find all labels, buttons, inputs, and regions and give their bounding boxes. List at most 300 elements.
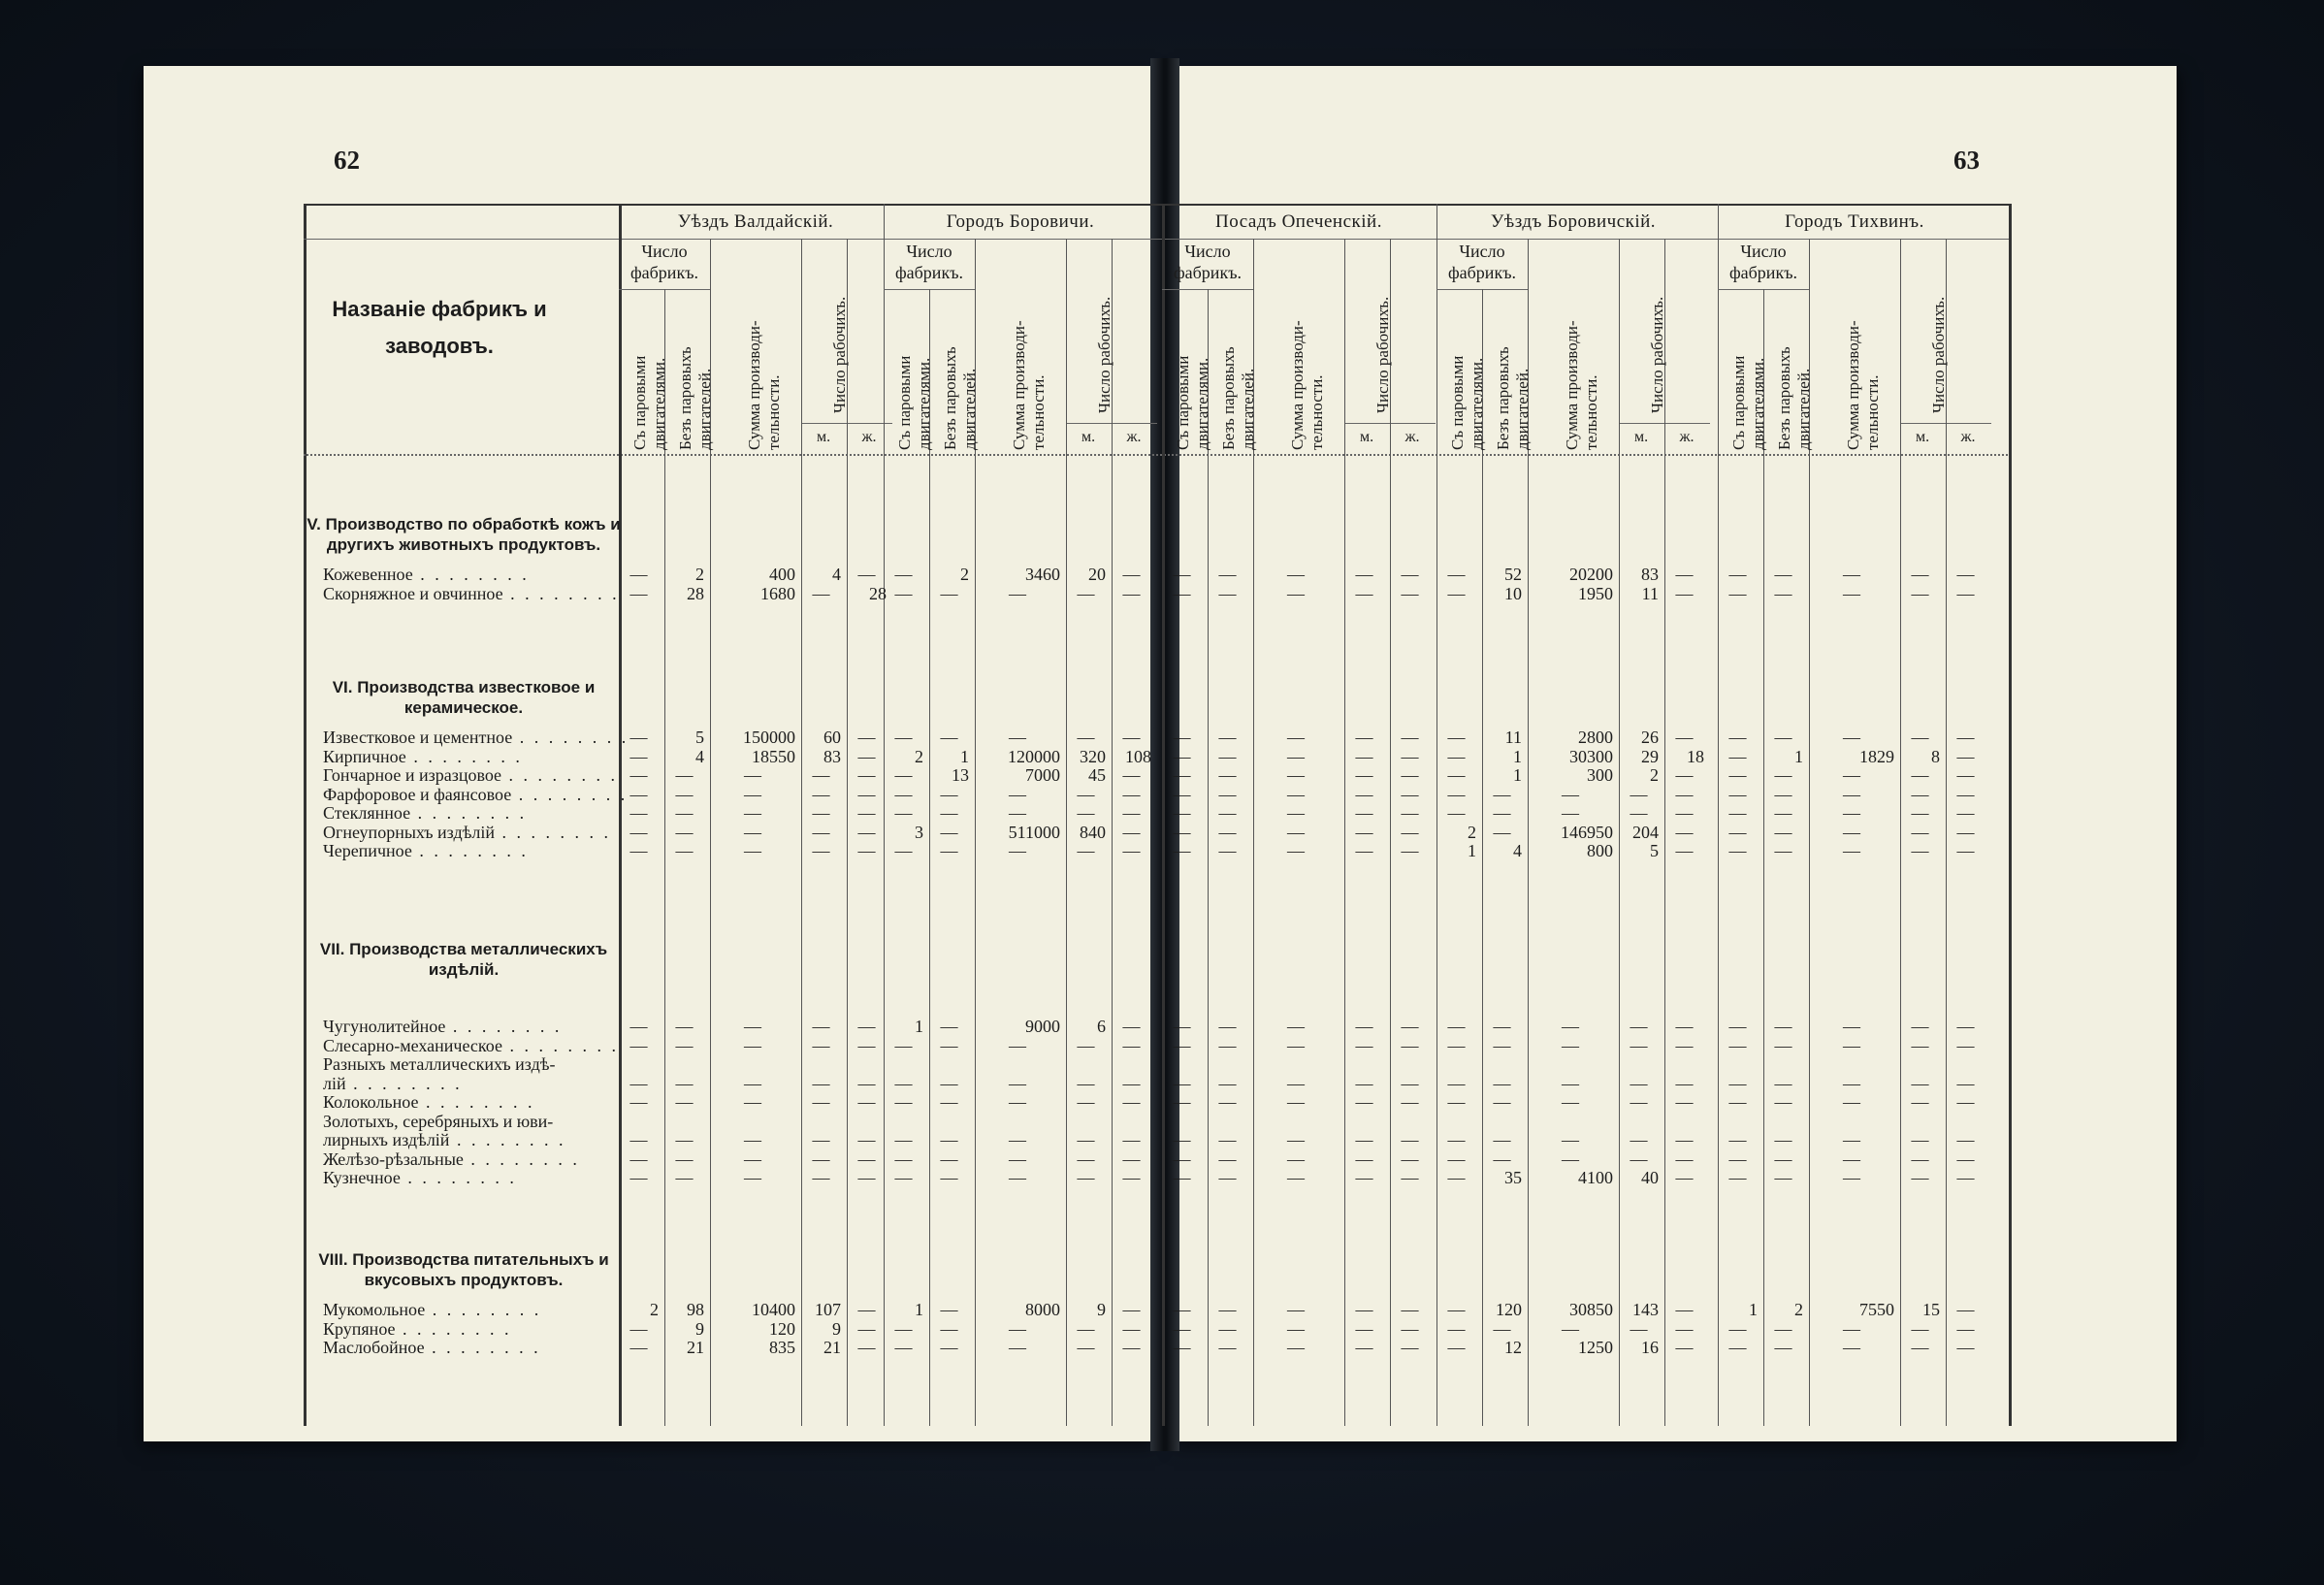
table-cell: — — [629, 1168, 648, 1187]
table-cell: — — [1911, 841, 1929, 860]
table-cell: — — [1122, 1338, 1141, 1357]
table-cell: — — [1562, 1035, 1579, 1055]
table-cell: 1829 — [1859, 746, 1894, 766]
table-cell: 1 — [1468, 841, 1476, 860]
table-cell: — — [1401, 841, 1419, 860]
table-cell: — — [1401, 822, 1419, 842]
table-cell: — — [1122, 1092, 1141, 1112]
header-sum: Сумма производи-тельности. — [745, 320, 783, 450]
table-row — [304, 765, 2011, 785]
leader-dots: . . . . . . . . — [502, 583, 620, 603]
table-cell: 4100 — [1578, 1168, 1613, 1187]
table-cell: — — [857, 822, 876, 842]
table-cell: — — [675, 1073, 694, 1093]
table-cell: — — [1843, 1318, 1860, 1339]
header-male: м. — [816, 429, 831, 445]
header-sum: Сумма производи-тельности. — [1844, 320, 1882, 450]
table-cell: — — [1401, 1035, 1419, 1055]
row-label-text: Гончарное и изразцовое — [323, 765, 502, 785]
table-cell: 52 — [1504, 565, 1522, 584]
table-cell: — — [1774, 841, 1792, 860]
table-cell: — — [1173, 803, 1191, 823]
table-cell: — — [1218, 1092, 1237, 1112]
table-cell: — — [1355, 822, 1373, 842]
page-number-right: 63 — [1953, 146, 1980, 175]
table-row — [304, 1130, 2011, 1149]
header-nosteam: Безъ паровыхъ двигателей. — [1219, 346, 1257, 450]
table-cell: — — [629, 746, 648, 766]
row-label-text: Кожевенное — [323, 565, 413, 584]
table-cell: — — [1009, 1148, 1026, 1169]
table-cell: — — [1173, 728, 1191, 747]
table-cell: — — [744, 784, 761, 804]
table-cell: — — [1675, 1130, 1694, 1149]
table-cell: — — [1447, 565, 1466, 584]
table-cell: — — [744, 1017, 761, 1036]
table-row — [304, 1036, 2011, 1055]
table-cell: — — [857, 1035, 876, 1055]
leader-dots: . . . . . . . . — [425, 1300, 542, 1319]
header-female: ж. — [1126, 429, 1142, 445]
table-row — [304, 841, 2011, 860]
table-cell: — — [940, 1130, 958, 1149]
table-cell: — — [1287, 1130, 1305, 1149]
table-cell: 16 — [1641, 1338, 1659, 1357]
table-cell: 400 — [769, 565, 795, 584]
table-cell: — — [894, 728, 913, 747]
table-cell: — — [1630, 1130, 1648, 1149]
table-cell: — — [1630, 784, 1648, 804]
table-cell: — — [1355, 1017, 1373, 1036]
table-cell: — — [812, 1073, 830, 1093]
table-cell: — — [1493, 1148, 1511, 1169]
table-cell: — — [1843, 784, 1860, 804]
table-cell: — — [1728, 765, 1747, 785]
leader-dots: . . . . . . . . — [400, 1168, 517, 1187]
section-heading: VII. Производства металлическихъ издѣлій. — [319, 940, 608, 979]
table-cell: — — [1911, 784, 1929, 804]
table-cell: — — [1287, 765, 1305, 785]
row-label — [323, 1112, 614, 1131]
count-label: Число фабрикъ. — [1174, 242, 1242, 282]
table-cell: 9 — [695, 1318, 704, 1339]
table-cell: — — [1009, 1318, 1026, 1339]
table-cell: — — [1401, 803, 1419, 823]
table-cell: — — [675, 841, 694, 860]
table-cell: — — [894, 803, 913, 823]
table-cell: — — [1562, 1318, 1579, 1339]
table-cell: — — [1675, 841, 1694, 860]
table-cell: — — [1728, 1130, 1747, 1149]
table-cell: — — [1218, 765, 1237, 785]
leader-dots: . . . . . . . . — [501, 1035, 619, 1055]
table-cell: 83 — [1641, 565, 1659, 584]
row-label-text: Желѣзо-рѣзальные — [323, 1148, 464, 1169]
table-cell: — — [857, 784, 876, 804]
leader-dots: . . . . . . . . — [345, 1073, 463, 1093]
table-cell: — — [1355, 1300, 1373, 1319]
table-row — [304, 1338, 2011, 1357]
table-cell: — — [629, 1130, 648, 1149]
table-cell: — — [1218, 746, 1237, 766]
table-cell: 320 — [1080, 746, 1106, 766]
table-cell: — — [1287, 1148, 1305, 1169]
table-cell: — — [1911, 1017, 1929, 1036]
header-male: м. — [1081, 429, 1096, 445]
table-cell: 1 — [1513, 765, 1522, 785]
table-cell: 1250 — [1578, 1338, 1613, 1357]
table-cell: 2 — [960, 565, 969, 584]
table-cell: — — [1911, 1130, 1929, 1149]
table-cell: — — [1675, 822, 1694, 842]
table-cell: — — [1122, 1148, 1141, 1169]
leader-dots: . . . . . . . . — [411, 841, 529, 860]
table-cell: — — [940, 1300, 958, 1319]
table-cell: 12 — [1504, 1338, 1522, 1357]
header-nosteam: Безъ паровыхъ двигателей. — [941, 346, 979, 450]
table-cell: — — [857, 1017, 876, 1036]
table-cell: — — [1493, 1073, 1511, 1093]
table-cell: — — [1173, 1318, 1191, 1339]
row-label — [323, 1319, 614, 1339]
table-cell: — — [1122, 784, 1141, 804]
table-cell: — — [1077, 1168, 1095, 1187]
table-cell: 8 — [1931, 746, 1940, 766]
table-cell: — — [1173, 1300, 1191, 1319]
table-cell: 150000 — [743, 728, 795, 747]
table-cell: 3460 — [1025, 565, 1060, 584]
table-cell: — — [744, 1035, 761, 1055]
table-cell: — — [1675, 1148, 1694, 1169]
table-cell: — — [1774, 1035, 1792, 1055]
table-cell: — — [940, 1017, 958, 1036]
leader-dots: . . . . . . . . — [412, 565, 530, 584]
table-cell: 35 — [1504, 1168, 1522, 1187]
table-cell: — — [629, 784, 648, 804]
table-cell: — — [1401, 1318, 1419, 1339]
table-cell: 2 — [915, 746, 923, 766]
row-label-text: Разныхъ металлическихъ издѣ- — [323, 1054, 556, 1074]
table-cell: — — [1009, 784, 1026, 804]
table-cell: — — [812, 765, 830, 785]
table-cell: — — [1774, 565, 1792, 584]
table-cell: — — [1956, 784, 1975, 804]
table-cell: 204 — [1632, 822, 1659, 842]
table-cell: — — [1218, 583, 1237, 603]
table-cell: — — [1728, 1035, 1747, 1055]
table-cell: — — [857, 1130, 876, 1149]
table-cell: 83 — [823, 746, 841, 766]
table-cell: — — [1956, 1130, 1975, 1149]
table-cell: — — [744, 1130, 761, 1149]
table-cell: — — [1562, 1073, 1579, 1093]
table-cell: — — [1355, 1130, 1373, 1149]
table-cell: — — [675, 1168, 694, 1187]
table-cell: — — [1287, 583, 1305, 603]
table-cell: — — [1675, 784, 1694, 804]
table-cell: — — [1774, 1148, 1792, 1169]
table-cell: — — [1843, 1168, 1860, 1187]
count-label: Число фабрикъ. — [1448, 242, 1516, 282]
table-cell: 18 — [1687, 746, 1704, 766]
table-cell: — — [1843, 1338, 1860, 1357]
table-cell: — — [1843, 841, 1860, 860]
table-cell: — — [940, 583, 958, 603]
leader-dots: . . . . . . . . — [418, 1092, 535, 1112]
table-cell: 4 — [695, 746, 704, 766]
table-cell: 13 — [952, 765, 969, 785]
table-cell: — — [1675, 803, 1694, 823]
table-cell: — — [744, 1148, 761, 1169]
header-nosteam: Безъ паровыхъ двигателей. — [1775, 346, 1813, 450]
table-cell: — — [1122, 1168, 1141, 1187]
row-label-text: Золотыхъ, серебряныхъ и юви- — [323, 1111, 554, 1131]
header-sum: Сумма производи-тельности. — [1288, 320, 1326, 450]
table-cell: 107 — [815, 1300, 841, 1319]
table-cell: — — [1956, 1092, 1975, 1112]
table-cell: — — [1077, 1092, 1095, 1112]
table-cell: — — [1173, 1168, 1191, 1187]
table-cell: 1 — [1513, 746, 1522, 766]
table-cell: — — [1447, 1300, 1466, 1319]
row-label-text: Маслобойное — [323, 1338, 425, 1357]
column-header-name: Названіе фабрикъ и заводовъ. — [332, 297, 547, 358]
table-cell: — — [1630, 1035, 1648, 1055]
table-cell: — — [1447, 583, 1466, 603]
table-cell: — — [744, 1073, 761, 1093]
table-row — [304, 785, 2011, 804]
table-cell: — — [812, 784, 830, 804]
header-sum: Сумма производи-тельности. — [1563, 320, 1600, 450]
header-female: ж. — [861, 429, 877, 445]
table-cell: — — [1728, 822, 1747, 842]
table-cell: — — [1173, 822, 1191, 842]
table-cell: — — [1355, 1338, 1373, 1357]
table-cell: 30300 — [1569, 746, 1613, 766]
table-cell: 21 — [823, 1338, 841, 1357]
table-cell: — — [1122, 822, 1141, 842]
row-label-text: Крупяное — [323, 1318, 396, 1339]
page-number-left: 62 — [334, 146, 360, 175]
table-cell: — — [1287, 784, 1305, 804]
table-cell: 2 — [1794, 1300, 1803, 1319]
header-steam: Съ паровыми двигателями. — [1729, 355, 1767, 450]
table-cell: — — [1447, 1073, 1466, 1093]
table-cell: — — [1843, 728, 1860, 747]
row-label — [323, 1338, 614, 1357]
table-cell: — — [1401, 1300, 1419, 1319]
table-cell: — — [894, 583, 913, 603]
table-cell: — — [629, 728, 648, 747]
table-cell: — — [1077, 784, 1095, 804]
table-cell: — — [1728, 803, 1747, 823]
table-cell: — — [1218, 1035, 1237, 1055]
table-cell: — — [1774, 583, 1792, 603]
table-cell: — — [1218, 784, 1237, 804]
table-cell: 835 — [769, 1338, 795, 1357]
header-male: м. — [1633, 429, 1649, 445]
table-cell: — — [1355, 765, 1373, 785]
table-cell: — — [1911, 765, 1929, 785]
table-cell: — — [1218, 1148, 1237, 1169]
table-row — [304, 1054, 2011, 1074]
row-label — [323, 583, 620, 603]
table-cell: 1950 — [1578, 583, 1613, 603]
table-cell: — — [1630, 1148, 1648, 1169]
table-cell: — — [1956, 822, 1975, 842]
table-cell: — — [1122, 1318, 1141, 1339]
table-cell: — — [1911, 1092, 1929, 1112]
table-cell: — — [1077, 841, 1095, 860]
table-cell: — — [1122, 1073, 1141, 1093]
table-cell: — — [857, 803, 876, 823]
table-cell: 120000 — [1008, 746, 1060, 766]
table-cell: — — [1630, 1073, 1648, 1093]
table-row — [304, 728, 2011, 747]
table-cell: — — [894, 1035, 913, 1055]
table-cell: — — [1493, 822, 1511, 842]
table-cell: — — [1675, 1168, 1694, 1187]
table-cell: — — [675, 822, 694, 842]
table-cell: — — [1956, 765, 1975, 785]
table-cell: 10400 — [752, 1300, 795, 1319]
table-cell: — — [940, 1148, 958, 1169]
table-cell: 1 — [915, 1300, 923, 1319]
table-cell: — — [1009, 841, 1026, 860]
table-cell: — — [629, 765, 648, 785]
table-cell: — — [894, 841, 913, 860]
table-cell: 11 — [1504, 728, 1522, 747]
table-cell: — — [1447, 1035, 1466, 1055]
table-cell: — — [1287, 746, 1305, 766]
table-cell: — — [675, 1035, 694, 1055]
table-cell: — — [1122, 583, 1141, 603]
table-cell: — — [1077, 728, 1095, 747]
count-label: Число фабрикъ. — [1729, 242, 1797, 282]
table-row — [304, 584, 2011, 603]
table-cell: — — [1956, 1073, 1975, 1093]
table-cell: — — [1447, 1017, 1466, 1036]
leader-dots: . . . . . . . . — [511, 784, 629, 804]
table-cell: — — [1493, 1017, 1511, 1036]
table-cell: — — [1493, 803, 1511, 823]
table-cell: — — [1401, 765, 1419, 785]
table-cell: — — [744, 841, 761, 860]
table-cell: 15 — [1922, 1300, 1940, 1319]
table-cell: — — [1122, 841, 1141, 860]
table-cell: — — [1122, 1035, 1141, 1055]
table-cell: — — [1675, 1318, 1694, 1339]
table-cell: — — [744, 765, 761, 785]
table-cell: — — [812, 583, 830, 603]
table-cell: — — [1728, 1092, 1747, 1112]
table-cell: — — [629, 1017, 648, 1036]
table-cell: — — [1447, 1092, 1466, 1112]
table-cell: — — [1493, 784, 1511, 804]
table-cell: — — [1562, 1092, 1579, 1112]
table-cell: — — [1728, 841, 1747, 860]
table-cell: — — [1911, 1338, 1929, 1357]
row-label-text: лирныхъ издѣлій — [323, 1130, 450, 1149]
table-cell: 29 — [1641, 746, 1659, 766]
table-cell: — — [1675, 583, 1694, 603]
table-cell: — — [1009, 1338, 1026, 1357]
table-cell: — — [1728, 728, 1747, 747]
table-cell: — — [629, 822, 648, 842]
table-cell: 60 — [823, 728, 841, 747]
table-cell: — — [1728, 565, 1747, 584]
table-cell: — — [1218, 1017, 1237, 1036]
row-label — [323, 728, 629, 747]
table-cell: — — [1355, 1318, 1373, 1339]
table-cell: — — [1173, 565, 1191, 584]
table-cell: — — [1355, 746, 1373, 766]
table-cell: — — [1401, 728, 1419, 747]
table-cell: — — [1009, 1073, 1026, 1093]
table-cell: — — [1843, 765, 1860, 785]
table-cell: — — [1173, 1073, 1191, 1093]
table-row — [304, 1092, 2011, 1112]
table-cell: — — [940, 728, 958, 747]
table-cell: — — [1728, 746, 1747, 766]
group-header-rule — [304, 239, 2011, 240]
table-cell: — — [1675, 765, 1694, 785]
table-cell: — — [857, 1318, 876, 1339]
leader-dots: . . . . . . . . — [424, 1338, 541, 1357]
table-cell: — — [1728, 784, 1747, 804]
table-cell: — — [1122, 1130, 1141, 1149]
count-label: Число фабрикъ. — [630, 242, 698, 282]
table-cell: — — [1774, 822, 1792, 842]
table-cell: — — [1173, 784, 1191, 804]
table-cell: 800 — [1587, 841, 1613, 860]
leader-dots: . . . . . . . . — [463, 1148, 580, 1169]
table-cell: — — [1173, 841, 1191, 860]
table-cell: — — [1675, 1338, 1694, 1357]
row-label — [323, 841, 614, 860]
table-cell: — — [1287, 1168, 1305, 1187]
table-cell: — — [940, 841, 958, 860]
leader-dots: . . . . . . . . — [501, 765, 619, 785]
table-cell: — — [1843, 1073, 1860, 1093]
table-cell: — — [1774, 803, 1792, 823]
table-cell: 28 — [869, 583, 887, 603]
table-cell: — — [1911, 822, 1929, 842]
header-male: м. — [1915, 429, 1930, 445]
table-cell: — — [1843, 1092, 1860, 1112]
table-cell: 300 — [1587, 765, 1613, 785]
row-label-text: Огнеупорныхъ издѣлій — [323, 822, 496, 842]
row-label-text: лій — [323, 1073, 346, 1093]
table-cell: — — [812, 1148, 830, 1169]
table-cell: — — [894, 565, 913, 584]
table-row — [304, 1319, 2011, 1339]
table-cell: 120 — [1496, 1300, 1522, 1319]
table-cell: 2 — [1468, 822, 1476, 842]
table-cell: — — [1009, 803, 1026, 823]
table-cell: — — [894, 1338, 913, 1357]
table-cell: — — [1401, 1130, 1419, 1149]
table-cell: — — [1218, 841, 1237, 860]
table-cell: — — [1401, 1092, 1419, 1112]
header-sum: Сумма производи-тельности. — [1010, 320, 1048, 450]
table-cell: — — [1630, 803, 1648, 823]
table-cell: — — [1911, 728, 1929, 747]
table-cell: — — [1911, 1148, 1929, 1169]
row-label-text: Мукомольное — [323, 1300, 426, 1319]
table-cell: — — [1911, 1073, 1929, 1093]
table-cell: — — [1675, 1092, 1694, 1112]
